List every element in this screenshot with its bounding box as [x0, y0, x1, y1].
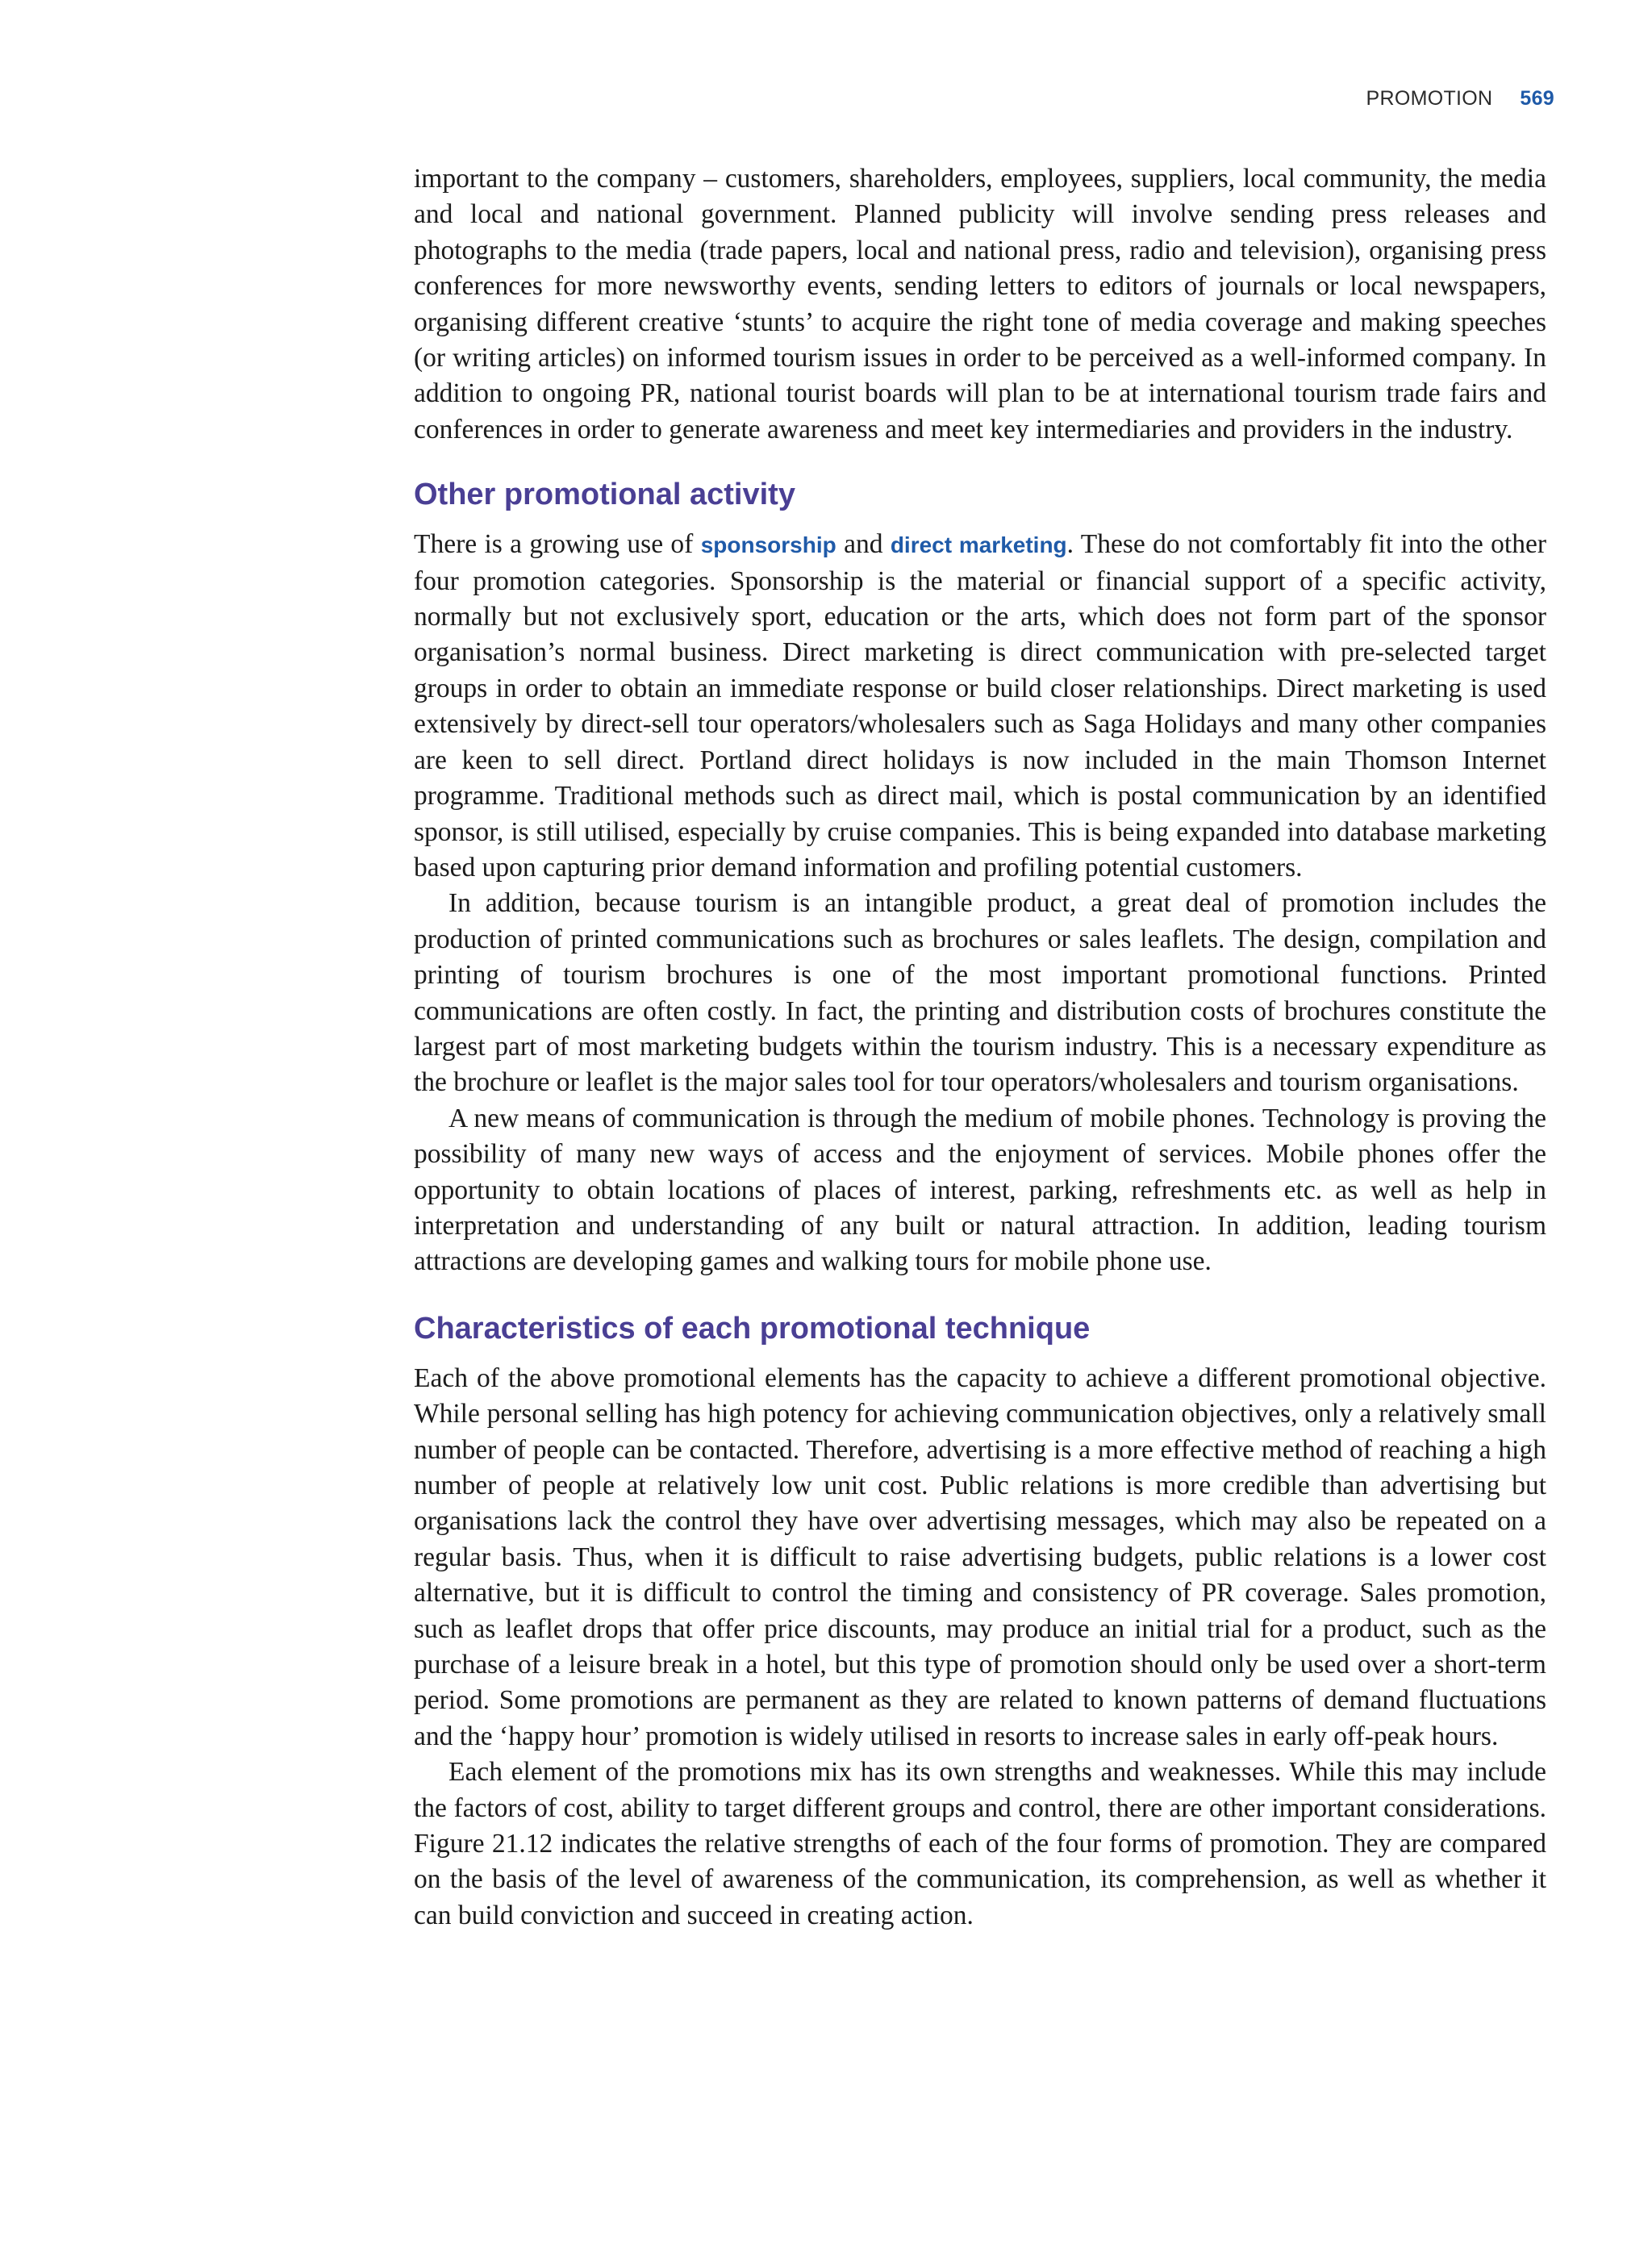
section-heading-other-promotional-activity: Other promotional activity — [414, 478, 795, 512]
key-term-sponsorship[interactable]: sponsorship — [700, 532, 836, 558]
page-header — [1366, 87, 1555, 111]
other-paragraph-3: A new means of communication is through the medium of mobile phones. Technology is proving the possibility of many new ways of access and the enjoyment of services. Mobile phones offer the opportunity to obtain locations of places of interest, parking, refreshments etc. as well as help in interpretation and understanding of any built or natural attraction. In addition, leading tourism attractions are developing games and walking tours for mobile phone use. — [414, 1103, 1546, 1277]
key-term-direct-marketing[interactable]: direct marketing — [890, 532, 1067, 558]
other-paragraph-2: In addition, because tourism is an intangible product, a great deal of promotion includes the production of printed communications such as brochures or sales leaflets. The design, compilation and printing of tourism brochures is one of the most important promotional functions. Printed communications are often costly. In fact, the printing and distribution costs of brochures constitute the largest part of most marketing budgets within the tourism industry. This is a necessary expenditure as the brochure or leaflet is the major sales tool for tour operators/wholesalers and tourism organisations. — [414, 888, 1546, 1098]
other-paragraph-1 — [414, 527, 1546, 886]
characteristics-paragraph-2: Each element of the promotions mix has its own strengths and weaknesses. While this may include the factors of cost, ability to target different groups and control, there are other important considerations. Figure 21.12 indicates the relative strengths of each of the four forms of promotion. They are compared on the basis of the level of awareness of the communication, its comprehension, as well as whether it can build conviction and succeed in creating action. — [414, 1757, 1546, 1930]
other-p1-and: and — [836, 529, 891, 560]
intro-paragraph: important to the company – customers, shareholders, employees, suppliers, local community, the media and local and national government. Planned publicity will involve sending press releases and photographs to the media (trade papers, local and national press, radio and television), organising press conferences for more newsworthy events, sending letters to editors of journals or local newspapers, organising different creative ‘stunts’ to acquire the right tone of media coverage and making speeches (or writing articles) on informed tourism issues in order to be perceived as a well-informed company. In addition to ongoing PR, national tourist boards will plan to be at international tourism trade fairs and conferences in order to generate awareness and meet key intermediaries and providers in the industry. — [414, 164, 1546, 444]
page-number: 569 — [1520, 87, 1554, 110]
other-p1-rest: . These do not comfortably fit into the other four promotion categories. Sponsorship is the material or financial support of a specific activity, normally but not exclusively sport, education or the arts, which does not form part of the sponsor organisation’s normal business. Direct marketing is direct communication with pre-selected target groups in order to obtain an immediate response or build closer relationships. Direct marketing is used extensively by direct-sell tour operators/wholesalers such as Saga Holidays and many other companies are keen to sell direct. Portland direct holidays is now included in the main Thomson Internet programme. Traditional methods such as direct mail, which is postal communication by an identified sponsor, is still utilised, especially by cruise companies. This is being expanded into database marketing based upon capturing prior demand information and profiling potential customers. — [414, 529, 1546, 883]
characteristics-paragraph-1: Each of the above promotional elements has the capacity to achieve a different promotional objective. While personal selling has high potency for achieving communication objectives, only a relatively small number of people can be contacted. Therefore, advertising is a more effective method of reaching a high number of people at relatively low unit cost. Public relations is more credible than advertising but organisations lack the control they have over advertising messages, which may also be repeated on a regular basis. Thus, when it is difficult to raise advertising budgets, public relations is a lower cost alternative, but it is difficult to control the timing and consistency of PR coverage. Sales promotion, such as leaflet drops that offer price discounts, may produce an initial trial for a product, such as the purchase of a leisure break in a hotel, but this type of promotion should only be used over a short-term period. Some promotions are permanent as they are related to known patterns of demand fluctuations and the ‘happy hour’ promotion is widely utilised in resorts to increase sales in early off-peak hours. — [414, 1362, 1546, 1751]
other-p1-lead: There is a growing use of — [414, 529, 701, 560]
running-head: PROMOTION — [1366, 87, 1493, 110]
section-heading-characteristics: Characteristics of each promotional technique — [414, 1311, 1091, 1346]
page-body — [414, 161, 1546, 1934]
